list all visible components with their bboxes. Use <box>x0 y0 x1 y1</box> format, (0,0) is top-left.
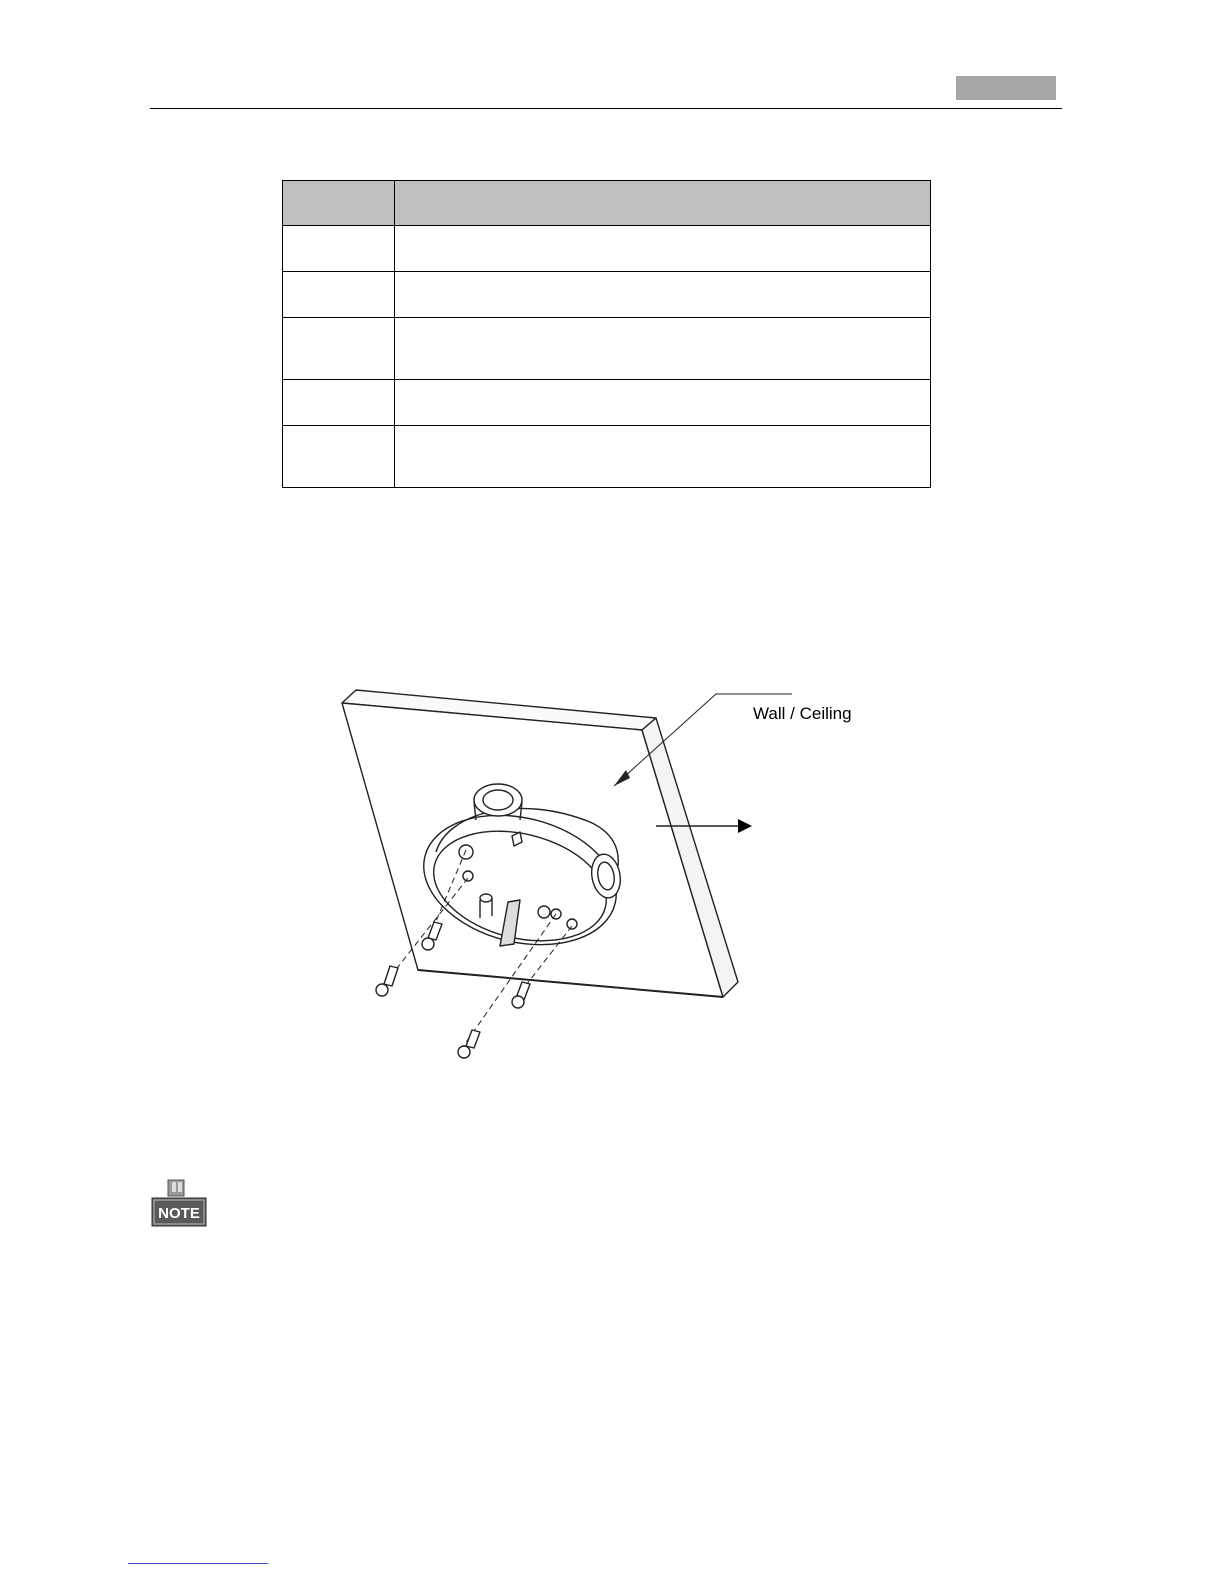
conduit-port-top <box>474 784 522 816</box>
table-cell <box>395 380 931 426</box>
screw-3 <box>458 1030 480 1058</box>
table-cell <box>395 426 931 488</box>
note-icon <box>150 1178 208 1230</box>
table-header-row <box>283 181 931 226</box>
table-cell <box>395 318 931 380</box>
table-row <box>283 318 931 380</box>
table-header-cell <box>283 181 395 226</box>
table-row <box>283 272 931 318</box>
table-cell <box>283 318 395 380</box>
screw-1 <box>376 966 398 996</box>
table-row <box>283 380 931 426</box>
mounting-diagram <box>330 680 870 1070</box>
spec-table <box>282 180 931 488</box>
table-cell <box>395 226 931 272</box>
table-row <box>283 426 931 488</box>
table-cell <box>395 272 931 318</box>
footer-link-underline <box>128 1563 268 1564</box>
header-tab <box>956 76 1056 100</box>
wall-ceiling-label: Wall / Ceiling <box>753 704 852 723</box>
table-row <box>283 226 931 272</box>
screw-4 <box>512 982 530 1008</box>
table-cell <box>283 272 395 318</box>
note-icon-text: NOTE <box>158 1205 200 1222</box>
header-rule <box>150 108 1062 109</box>
table-cell <box>283 426 395 488</box>
table-header-cell <box>395 181 931 226</box>
table-cell <box>283 226 395 272</box>
table-cell <box>283 380 395 426</box>
